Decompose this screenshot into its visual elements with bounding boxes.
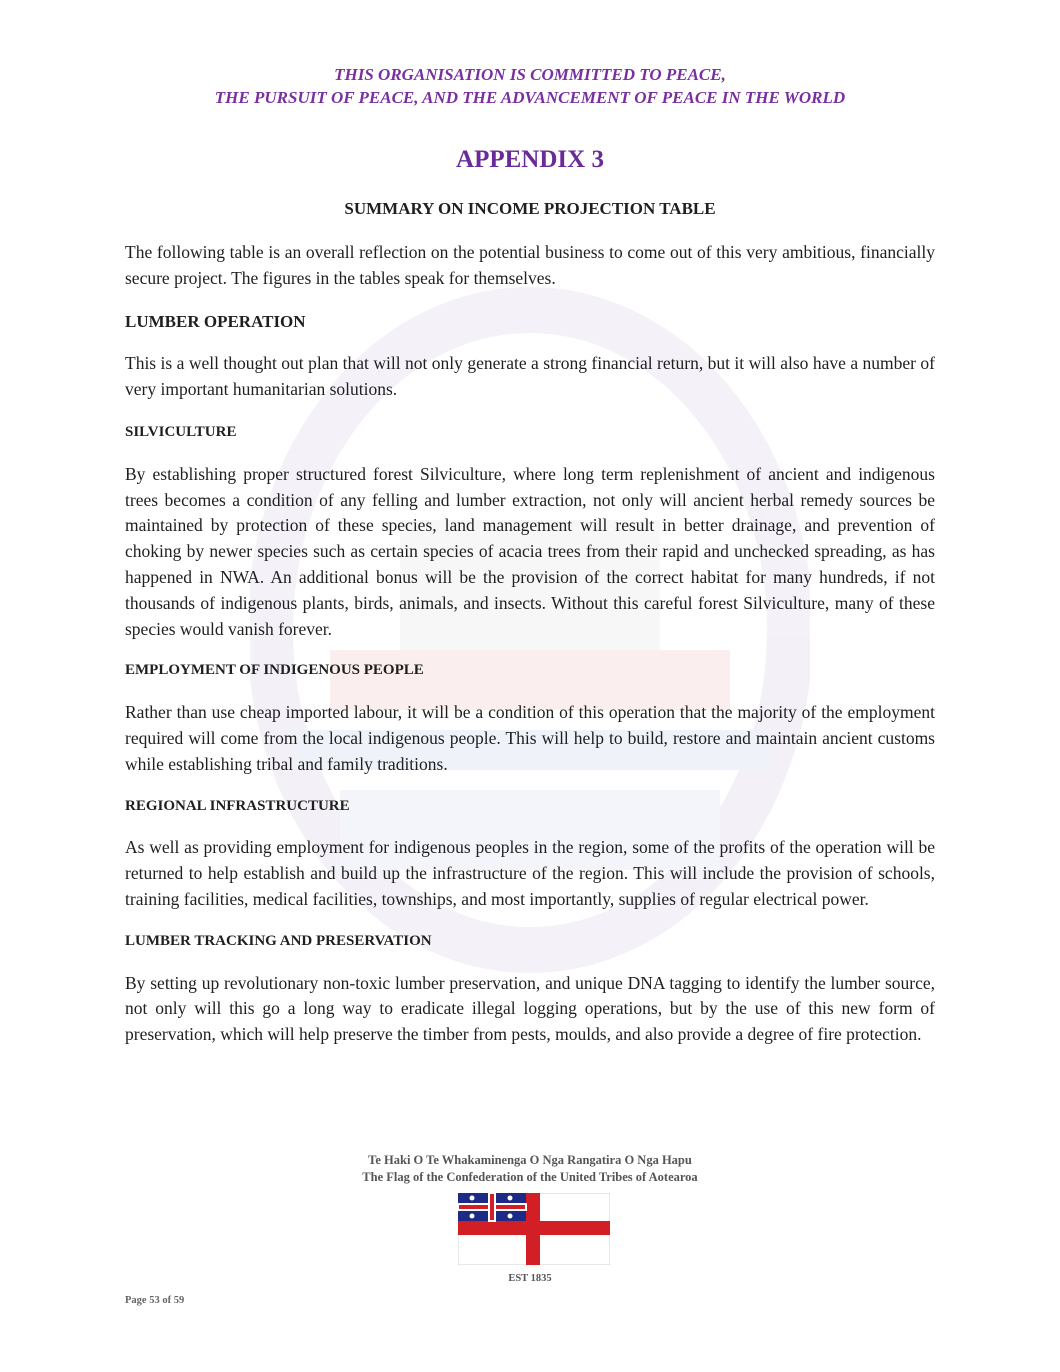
established-label: EST 1835 bbox=[508, 1273, 552, 1284]
infrastructure-heading: REGIONAL INFRASTRUCTURE bbox=[125, 797, 350, 814]
tracking-heading: LUMBER TRACKING AND PRESERVATION bbox=[125, 932, 432, 949]
page-subtitle: SUMMARY ON INCOME PROJECTION TABLE bbox=[344, 199, 716, 218]
infrastructure-paragraph: As well as providing employment for indigenous peoples in the region, some of the profits of the operation will be returned to help establish and build up the infrastructure of the region. This will include the provision of schools, training facilities, medical facilities, townships, and most importantly, supplies of regular electrical power. bbox=[125, 837, 935, 909]
employment-paragraph: Rather than use cheap imported labour, it will be a condition of this operation that the majority of the employment required will come from the local indigenous people. This will help to build, restore and maintain ancient customs while establishing tribal and family traditions. bbox=[125, 702, 935, 774]
silviculture-paragraph: By establishing proper structured forest Silviculture, where long term replenishment of ancient and indigenous trees becomes a condition of any felling and lumber extraction, not only will ancient herbal remedy sources be maintained by protection of these species, land management will result in better drainage, and prevention of choking by newer species such as certain species of acacia trees from their rapid and unchecked spreading, as has happened in NWA. An additional bonus will be the provision of the correct habitat for many hundreds, if not thousands of indigenous plants, birds, animals, and insects. Without this careful forest Silviculture, many of these species would vanish forever. bbox=[125, 463, 935, 639]
lumber-operation-paragraph: This is a well thought out plan that will not only generate a strong financial return, but it will also have a number of very important humanitarian solutions. bbox=[125, 353, 935, 400]
footer-line-1: Te Haki O Te Whakaminenga O Nga Rangatira O Nga Hapu bbox=[368, 1153, 692, 1167]
employment-heading: EMPLOYMENT OF INDIGENOUS PEOPLE bbox=[125, 662, 424, 679]
tracking-paragraph: By setting up revolutionary non-toxic lumber preservation, and unique DNA tagging to identify the lumber source, not only will this go a long way to eradicate illegal logging operations, but by the use of this new form of preservation, which will help preserve the timber from pests, moulds, and also provide a degree of fire protection. bbox=[125, 972, 935, 1045]
footer-line-2: The Flag of the Confederation of the United Tribes of Aotearoa bbox=[362, 1170, 698, 1184]
page-number: Page 53 of 59 bbox=[125, 1295, 185, 1306]
lumber-operation-heading: LUMBER OPERATION bbox=[125, 311, 306, 331]
motto-line-2: THE PURSUIT OF PEACE, AND THE ADVANCEMENT OF PEACE IN THE WORLD bbox=[214, 88, 846, 107]
page-title: APPENDIX 3 bbox=[456, 146, 604, 173]
united-tribes-flag-icon bbox=[458, 1193, 610, 1265]
footer-caption bbox=[0, 1152, 1060, 1186]
motto-line-1: THIS ORGANISATION IS COMMITTED TO PEACE, bbox=[334, 65, 726, 84]
silviculture-heading: SILVICULTURE bbox=[125, 423, 237, 440]
document-body bbox=[125, 240, 935, 1048]
intro-paragraph: The following table is an overall reflection on the potential business to come out of this very ambitious, financially secure project. The figures in the tables speak for themselves. bbox=[125, 242, 935, 288]
organisation-motto bbox=[0, 63, 1060, 109]
